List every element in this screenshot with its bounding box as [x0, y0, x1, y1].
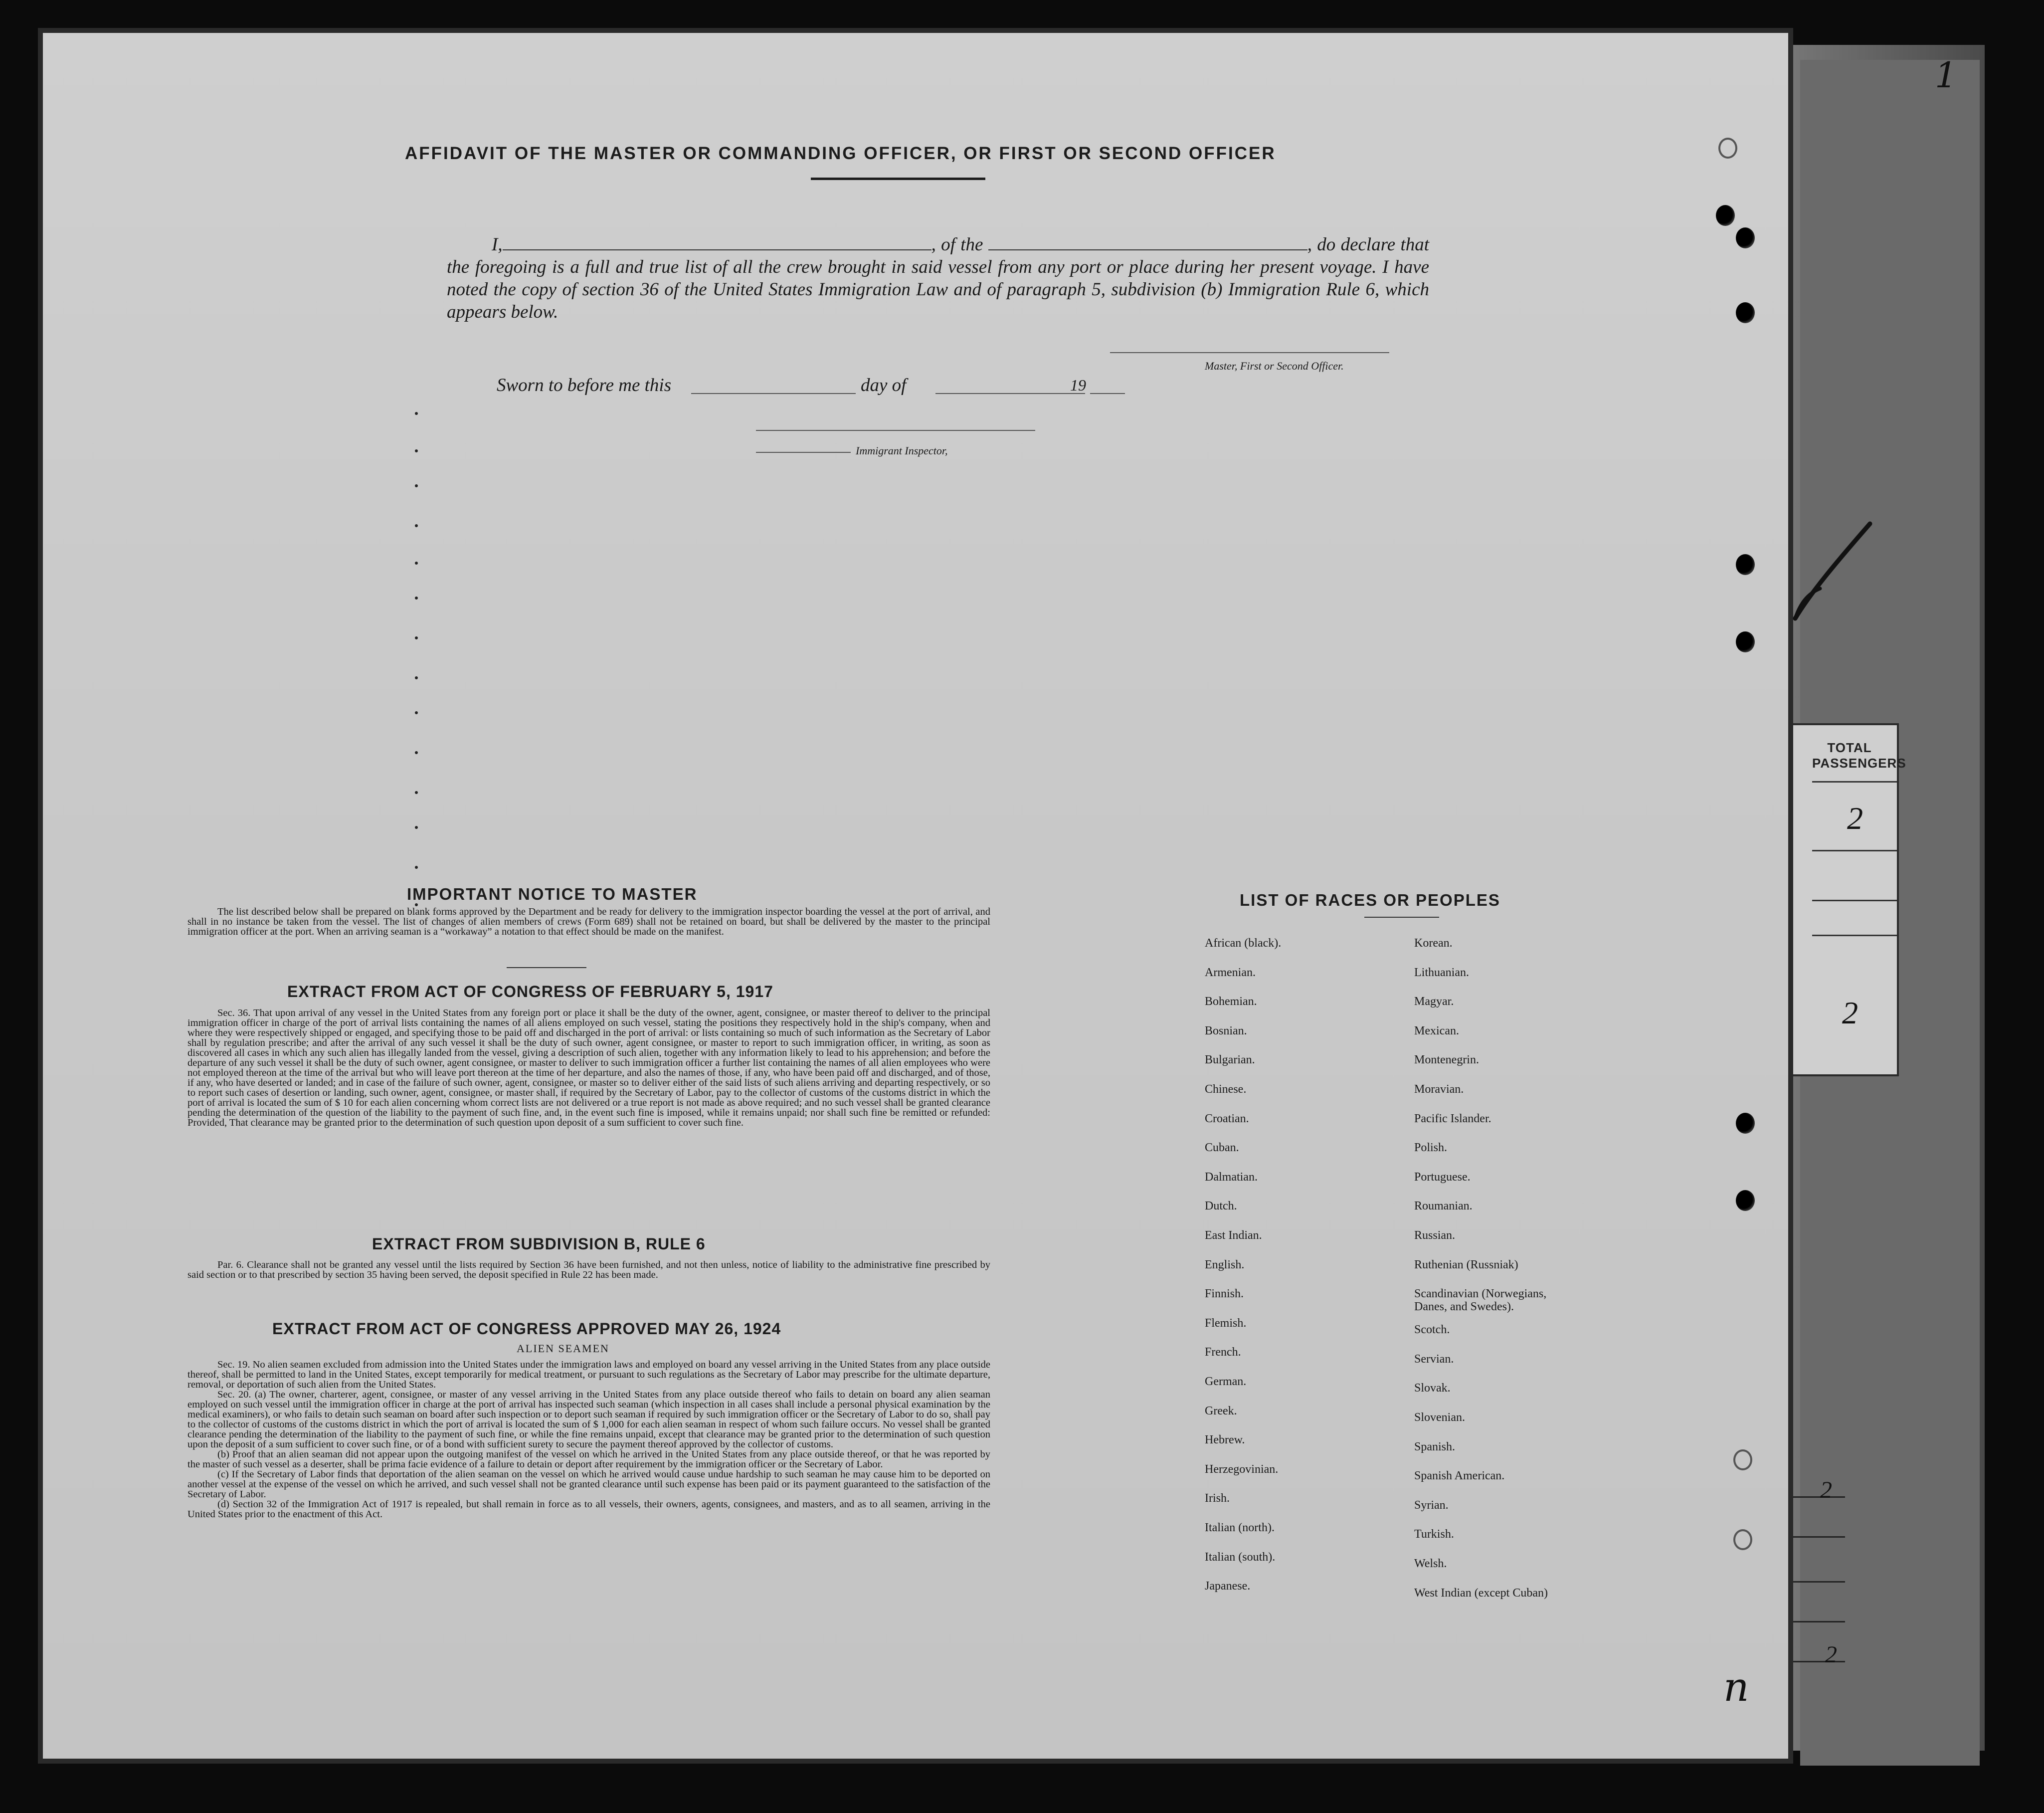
tab-rule [1812, 850, 1897, 851]
name-blank [503, 249, 931, 250]
race-entry: East Indian. [1205, 1229, 1262, 1242]
margin-dot [415, 562, 418, 565]
race-entry: Cuban. [1205, 1141, 1239, 1155]
race-entry: Syrian. [1414, 1498, 1449, 1512]
tab-rule [1812, 781, 1897, 783]
margin-dot [415, 636, 418, 639]
year-blank [1090, 393, 1125, 394]
race-entry: Slovak. [1414, 1382, 1451, 1395]
race-entry: German. [1205, 1375, 1247, 1388]
race-entry: Spanish American. [1414, 1469, 1505, 1483]
extract-rule6-title: EXTRACT FROM SUBDIVISION B, RULE 6 [372, 1235, 706, 1253]
of-the-label: , of the [931, 234, 983, 255]
race-entry: Moravian. [1414, 1083, 1464, 1096]
master-signature-label: Master, First or Second Officer. [1205, 360, 1344, 372]
margin-dot [415, 449, 418, 452]
handwritten-check-mark [1790, 519, 1880, 628]
passenger-count-1: 2 [1847, 801, 1863, 836]
race-entry: Portuguese. [1414, 1170, 1471, 1184]
tab-rule [1812, 900, 1897, 901]
race-entry: Russian. [1414, 1229, 1456, 1242]
i-label: I, [492, 234, 503, 255]
race-entry: Montenegrin. [1414, 1053, 1479, 1067]
tab-rule [1790, 1496, 1845, 1498]
inspector-label: Immigrant Inspector, [856, 444, 948, 457]
race-entry: Japanese. [1205, 1580, 1251, 1593]
race-entry: Bohemian. [1205, 995, 1257, 1008]
race-entry: Welsh. [1414, 1557, 1447, 1570]
notice-body [187, 907, 990, 937]
race-entry: Lithuanian. [1414, 966, 1469, 979]
race-entry: African (black). [1205, 937, 1282, 950]
punch-hole [1736, 302, 1755, 323]
race-entry: Magyar. [1414, 995, 1454, 1008]
race-entry: Ruthenian (Russniak) [1414, 1258, 1518, 1271]
race-entry: French. [1205, 1346, 1241, 1359]
margin-dot [415, 484, 418, 487]
race-entry: Italian (south). [1205, 1550, 1276, 1564]
extract-rule6-paragraph: Par. 6. Clearance shall not be granted any vessel until the lists required by Section 36 have been furnished, and not then unless, notice of liability to the administrative fine prescribed by said section or to that prescribed by section 35 having been served, the deposit specified in Rule 22 has been made. [187, 1259, 990, 1280]
punch-hole [1733, 1449, 1752, 1470]
punch-hole [1736, 1113, 1755, 1134]
punch-hole [1736, 631, 1755, 652]
master-signature-line [1110, 352, 1389, 353]
races-title-rule [1364, 917, 1439, 918]
extract-1917-paragraph: Sec. 36. That upon arrival of any vessel in the United States from any foreign port or place it shall be the duty of the owner, agent, consignee, or master thereof to deliver to the principal immigration officer in charge of the port of arrival lists containing the names of all aliens employed on such vessel, stating the positions they respectively hold in the ship's company, when and where they were respectively shipped or engaged, and specifying those to be paid off and discharged in the port of arrival: or lists containing so much of such information as the Secretary of Labor shall by regulation prescribe; and after the arrival of any such vessel it shall be the duty of such owner, agent consignee, or master to report to such immigration officer, in writing, as soon as discovered all cases in which any such alien has illegally landed from the vessel, giving a description of such alien, together with any information likely to lead to his apprehension; and before the departure of any such vessel it shall be the duty of such owner, agent consignee, or master to deliver to such immigration officer a further list containing the names of all alien employees who were not employed thereon at the time of the arrival but who will leave port thereon at the time of her departure, and also the names of those, if any, who have been paid off and discharged, and of those, if any, who have deserted or landed; and in case of the failure of such owner, agent, consignee, or master so to deliver either of the said lists of such aliens arriving and departing respectively, or so to report such cases of desertion or landing, such owner, agent, consignee, or master shall, if required by the Secretary of Labor, pay to the collector of customs of the customs district in which the port of arrival is located the sum of $ 10 for each alien concerning whom correct lists are not delivered or a true report is not made as above required; and no such vessel shall be granted clearance pending the determination of the question of the liability to the payment of such fine, and, in the event such fine is imposed, while it remains unpaid; nor shall such fine be remitted or refunded: Provided, That clearance may be granted prior to the determination of such question upon deposit of a sum sufficient to cover such fine. [187, 1007, 990, 1128]
affidavit-title: AFFIDAVIT OF THE MASTER OR COMMANDING OFFICER, OR FIRST OR SECOND OFFICER [405, 144, 1276, 163]
affidavit-declaration [447, 233, 1429, 323]
race-entry: Slovenian. [1414, 1411, 1465, 1424]
race-entry: Scandinavian (Norwegians, Danes, and Swedes). [1414, 1287, 1547, 1314]
race-entry: Croatian. [1205, 1112, 1249, 1125]
race-entry: Herzegovinian. [1205, 1462, 1279, 1476]
race-entry: Pacific Islander. [1414, 1112, 1491, 1125]
race-entry: Scotch. [1414, 1323, 1450, 1337]
section-divider [507, 967, 586, 968]
race-entry: Bosnian. [1205, 1024, 1247, 1037]
punch-hole [1736, 554, 1755, 575]
punch-hole [1718, 138, 1737, 159]
extract-1924-paragraph: (d) Section 32 of the Immigration Act of 1917 is repealed, but shall remain in force as to all vessels, their owners, agents, consignees, and masters, and as to all seamen, arriving in the United States prior to the enactment of this Act. [187, 1499, 990, 1520]
margin-dot [415, 412, 418, 415]
total-passengers-label: TOTAL PASSENGERS [1812, 740, 1906, 771]
month-blank [935, 393, 1085, 394]
race-entry: Mexican. [1414, 1024, 1459, 1037]
margin-dot [415, 597, 418, 600]
day-blank [691, 393, 856, 394]
tab-rule [1790, 1581, 1845, 1583]
extract-1924-paragraph: Sec. 19. No alien seamen excluded from admission into the United States under the immigration laws and employed on board any vessel arriving in the United States from any place outside thereof, shall be permitted to land in the United States, except temporarily for medical treatment, or pursuant to such regulations as the Secretary of Labor may prescribe for the ultimate departure, removal, or deportation of such alien from the United States. [187, 1359, 990, 1390]
side-mark: 2 [1825, 1641, 1837, 1668]
race-entry: Dutch. [1205, 1200, 1237, 1213]
race-entry: Chinese. [1205, 1083, 1247, 1096]
extract-1924-subtitle: ALIEN SEAMEN [517, 1342, 609, 1355]
race-entry: West Indian (except Cuban) [1414, 1586, 1548, 1600]
side-mark: 2 [1820, 1477, 1832, 1503]
tab-rule [1790, 1536, 1845, 1538]
races-title: LIST OF RACES OR PEOPLES [1240, 891, 1500, 909]
extract-1917-title: EXTRACT FROM ACT OF CONGRESS OF FEBRUARY 5, 1917 [287, 983, 773, 1001]
extract-1924-paragraph: Sec. 20. (a) The owner, charterer, agent, consignee, or master of any vessel arriving in the United States from any place outside thereof who fails to detain on board any alien seaman employed on such vessel until the immigration officer in charge at the port of arrival has inspected such seaman (which inspection in all cases shall include a personal physical examination by the medical examiners), or who fails to detain such seaman on board after such inspection or to deport such seaman if required by such immigration officer or the Secretary of Labor to do so, shall pay to the collector of customs of the customs district in which the port of arrival is located the sum of $ 1,000 for each alien seaman in respect of whom such failure occurs. No vessel shall be granted clearance pending the determination of the liability to the payment of such fine, or while the fine remains unpaid, except that clearance may be granted prior to the determination of such question upon the deposit of a sum sufficient to cover such fine, or of a bond with sufficient surety to secure the payment thereof approved by the collector of customs. [187, 1389, 990, 1450]
race-entry: Turkish. [1414, 1528, 1454, 1541]
race-entry: Servian. [1414, 1352, 1454, 1366]
declare-label: , do declare [1307, 234, 1396, 255]
passenger-count-2: 2 [1842, 995, 1858, 1030]
vessel-blank [988, 249, 1307, 250]
notice-title: IMPORTANT NOTICE TO MASTER [407, 885, 698, 903]
race-entry: Roumanian. [1414, 1200, 1473, 1213]
race-entry: Hebrew. [1205, 1433, 1245, 1447]
handwritten-mark: n [1723, 1664, 1749, 1710]
margin-dot [415, 791, 418, 794]
punch-hole [1716, 205, 1735, 226]
tab-rule [1812, 935, 1897, 936]
race-entry: Spanish. [1414, 1440, 1456, 1453]
race-entry: English. [1205, 1258, 1245, 1271]
title-rule [811, 178, 985, 180]
notice-paragraph: The list described below shall be prepared on blank forms approved by the Department and be ready for delivery to the immigration inspector boarding the vessel at the port of arrival, and shall in no instance be taken from the vessel. The list of changes of alien members of crews (Form 689) shall not be retained on board, but shall be delivered by the master to the principal immigration officer at the port. When an arriving seaman is a “workaway” a notation to that effect should be made on the manifest. [187, 906, 990, 937]
margin-dot [415, 676, 418, 679]
inspector-prefix-line [756, 452, 851, 453]
race-entry: Italian (north). [1205, 1521, 1275, 1534]
race-entry: Greek. [1205, 1404, 1237, 1417]
race-entry: Flemish. [1205, 1316, 1247, 1330]
day-of-label: day of [861, 375, 907, 396]
extract-1924-paragraph: (c) If the Secretary of Labor finds that deportation of the alien seaman on the vessel on which he arrived would cause undue hardship to such seaman he may cause him to be deported on another vessel at the expense of the vessel on which he arrived, and such vessel shall not be granted clearance until such expense has been paid or its payment guaranteed to the satisfaction of the Secretary of Labor. [187, 1469, 990, 1500]
margin-dot [415, 711, 418, 714]
race-entry: Armenian. [1205, 966, 1256, 979]
margin-dot [415, 751, 418, 754]
race-entry: Irish. [1205, 1492, 1230, 1505]
manifest-page [43, 33, 1788, 1759]
inspector-signature-line [756, 430, 1035, 431]
punch-hole [1736, 227, 1755, 248]
year-prefix: 19 [1070, 376, 1086, 394]
margin-dot [415, 866, 418, 869]
extract-1924-body [187, 1360, 990, 1519]
punch-hole [1733, 1529, 1752, 1550]
handwritten-corner-mark: 1 [1935, 55, 1957, 96]
race-entry: Bulgarian. [1205, 1053, 1255, 1067]
punch-hole [1736, 1190, 1755, 1211]
race-entry: Finnish. [1205, 1287, 1244, 1301]
affidavit-body: that the foregoing is a full and true list of all the crew brought in said vessel from any port or place during her present voyage. I have noted the copy of section 36 of the United States Immigration Law and of paragraph 5, subdivision (b) Immigration Rule 6, which appears below. [447, 234, 1430, 322]
extract-1917-body [187, 1008, 990, 1128]
tab-rule [1790, 1621, 1845, 1622]
race-entry: Korean. [1414, 937, 1453, 950]
sworn-label: Sworn to before me this [497, 375, 672, 396]
margin-dot [415, 524, 418, 527]
race-entry: Dalmatian. [1205, 1170, 1258, 1184]
extract-1924-paragraph: (b) Proof that an alien seaman did not appear upon the outgoing manifest of the vessel on which he arrived in the United States from any place outside thereof, or that he was reported by the master of such vessel as a deserter, shall be prima facie evidence of a failure to detain or deport after requirement by the immigration officer or the Secretary of Labor. [187, 1449, 990, 1470]
race-entry: Polish. [1414, 1141, 1448, 1155]
extract-rule6-body [187, 1260, 990, 1280]
extract-1924-title: EXTRACT FROM ACT OF CONGRESS APPROVED MAY 26, 1924 [272, 1320, 781, 1338]
margin-dot [415, 826, 418, 829]
side-tab-lower [1790, 1476, 1850, 1686]
